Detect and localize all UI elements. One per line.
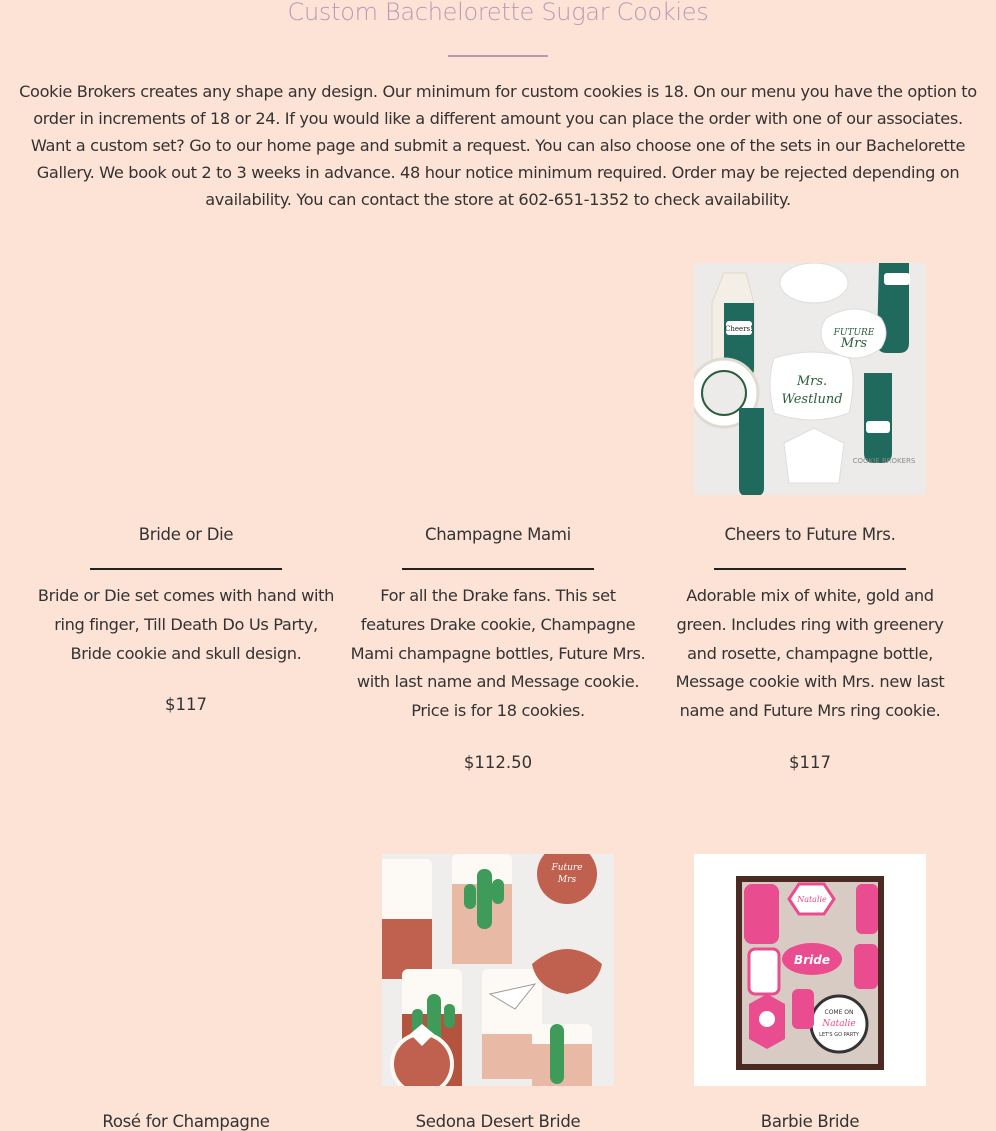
product-description: Adorable mix of white, gold and green. Includes ring with greenery and rosette, champagne bottle, Message cookie with Mrs. new last name and Future Mrs ring cookie. <box>675 586 945 721</box>
cookie-photo-illustration <box>694 263 926 495</box>
product-description: Bride or Die set comes with hand with ring finger, Till Death Do Us Party, Bride cookie and skull design. <box>37 586 335 663</box>
product-divider <box>402 568 594 570</box>
product-divider <box>714 568 906 570</box>
westlund-label: Westlund <box>781 392 843 407</box>
watermark-label: COOKIE BROKERS <box>852 457 916 465</box>
cookie-photo-illustration <box>382 854 614 1086</box>
come-on-label: COME ON <box>824 1009 854 1016</box>
page-title: Custom Bachelorette Sugar Cookies <box>287 0 709 26</box>
product-photo-empty[interactable] <box>108 854 340 1086</box>
future-label: FUTURE <box>833 328 875 338</box>
natalie-label-2: Natalie <box>822 1019 856 1029</box>
product-name[interactable]: Champagne Mami <box>425 525 571 544</box>
product-price: $117 <box>165 695 207 714</box>
future-label: Future <box>551 863 583 873</box>
product-name[interactable]: Cheers to Future Mrs. <box>724 525 896 544</box>
product-photo-sedona[interactable] <box>382 854 614 1086</box>
product-divider <box>90 568 282 570</box>
product-photo-empty[interactable] <box>420 263 652 495</box>
product-photo-cheers[interactable] <box>694 263 926 495</box>
cookie-photo-illustration <box>694 854 926 1086</box>
product-price: $117 <box>789 753 831 772</box>
lets-party-label: LET'S GO PARTY <box>819 1032 859 1038</box>
mrs-label: Mrs <box>557 875 577 885</box>
product-description: For all the Drake fans. This set features Drake cookie, Champagne Mami champagne bottles, Future Mrs. with last name and Message cookie. Price is for 18 cookies. <box>350 586 646 721</box>
product-price: $112.50 <box>463 753 533 772</box>
product-name[interactable]: Barbie Bride <box>760 1112 860 1131</box>
natalie-label: Natalie <box>797 895 827 904</box>
cheers-label: Cheers! <box>725 325 753 333</box>
product-photo-empty[interactable] <box>108 263 340 495</box>
title-divider <box>448 55 548 57</box>
product-photo-barbie[interactable] <box>694 854 926 1086</box>
intro-paragraph: Cookie Brokers creates any shape any design. Our minimum for custom cookies is 18. On our menu you have the option to order in increments of 18 or 24. If you would like a different amount you can place the order with one of our associates. Want a custom set? Go to our home page and submit a request. You can also choose one of the sets in our Bachelorette Gallery. We book out 2 to 3 weeks in advance. 48 hour notice minimum required. Order may be rejected depending on availability. You can contact the store at 602-651-1352 to check availability. <box>19 82 977 209</box>
product-name[interactable]: Sedona Desert Bride <box>415 1112 581 1131</box>
bride-label: Bride <box>794 953 830 967</box>
product-name[interactable]: Rosé for Champagne <box>102 1112 270 1131</box>
mrs-plaque-label: Mrs. <box>796 374 828 389</box>
mrs-label: Mrs <box>840 336 868 351</box>
product-name[interactable]: Bride or Die <box>138 525 234 544</box>
